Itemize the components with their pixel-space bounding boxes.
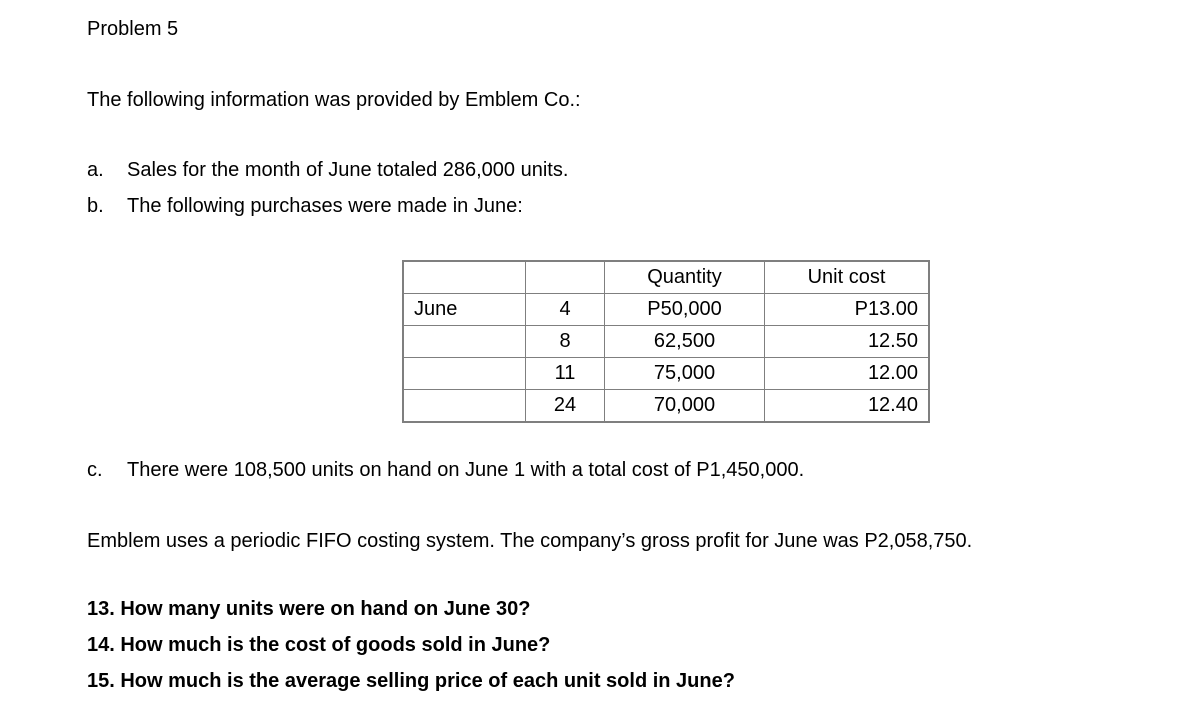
- problem-title: Problem 5: [87, 18, 179, 40]
- question-13: 13. How many units were on hand on June 30?: [87, 598, 531, 620]
- summary-text: Emblem uses a periodic FIFO costing system. The company’s gross profit for June was P2,058,750.: [87, 530, 973, 552]
- cell-quantity: 75,000: [605, 358, 765, 390]
- header-month: [403, 261, 526, 294]
- table-row: [403, 294, 929, 326]
- header-day: [526, 261, 605, 294]
- cell-month: [403, 358, 526, 390]
- cell-unit-cost: 12.50: [765, 326, 930, 358]
- list-item-c: [87, 459, 804, 482]
- list-item-text: The following purchases were made in June:: [127, 195, 523, 217]
- cell-month: [403, 390, 526, 423]
- list-item-a: [87, 159, 568, 182]
- header-unit-cost: Unit cost: [765, 261, 930, 294]
- cell-month: [403, 326, 526, 358]
- cell-day: 11: [526, 358, 605, 390]
- list-marker: a.: [87, 159, 104, 181]
- question-15: 15. How much is the average selling price of each unit sold in June?: [87, 670, 735, 692]
- cell-day: 4: [526, 294, 605, 326]
- question-14: 14. How much is the cost of goods sold in June?: [87, 634, 551, 656]
- cell-day: 24: [526, 390, 605, 423]
- table-row: [403, 358, 929, 390]
- list-item-text: Sales for the month of June totaled 286,000 units.: [127, 159, 569, 181]
- list-item-b: [87, 195, 523, 218]
- list-marker: c.: [87, 459, 103, 481]
- cell-quantity: 62,500: [605, 326, 765, 358]
- table-header-row: [403, 261, 929, 294]
- cell-day: 8: [526, 326, 605, 358]
- header-quantity: Quantity: [605, 261, 765, 294]
- cell-quantity: P50,000: [605, 294, 765, 326]
- cell-unit-cost: P13.00: [765, 294, 930, 326]
- table-row: [403, 326, 929, 358]
- list-item-text: There were 108,500 units on hand on June 1 with a total cost of P1,450,000.: [127, 459, 805, 481]
- list-marker: b.: [87, 195, 104, 217]
- purchases-table: [402, 260, 930, 423]
- intro-text: The following information was provided by Emblem Co.:: [87, 89, 581, 111]
- cell-quantity: 70,000: [605, 390, 765, 423]
- cell-month: June: [403, 294, 526, 326]
- table-row: [403, 390, 929, 423]
- cell-unit-cost: 12.40: [765, 390, 930, 423]
- cell-unit-cost: 12.00: [765, 358, 930, 390]
